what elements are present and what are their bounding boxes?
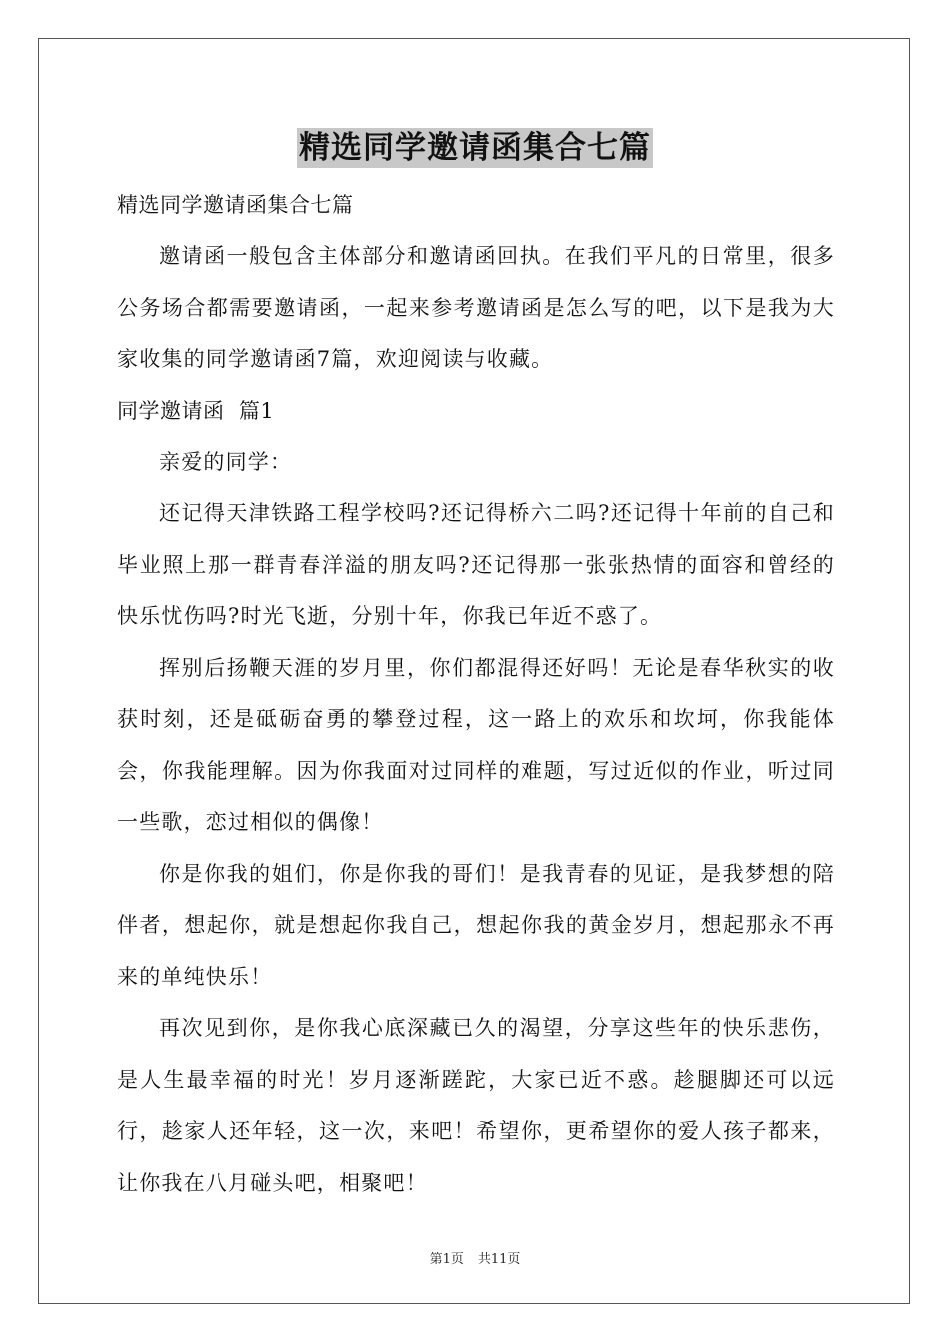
body-paragraph: 挥别后扬鞭天涯的岁月里，你们都混得还好吗！无论是春华秋实的收获时刻，还是砥砺奋勇的攀登过程，这一路上的欢乐和坎坷，你我能体会，你我能理解。因为你我面对过同样的难题，写过近似的作业，听过同一些歌，恋过相似的偶像！ — [117, 655, 835, 834]
document-subtitle: 精选同学邀请函集合七篇 — [117, 193, 354, 217]
page-total: 共11页 — [477, 1252, 521, 1267]
body-paragraph: 还记得天津铁路工程学校吗?还记得桥六二吗?还记得十年前的自己和毕业照上那一群青春洋溢的朋友吗?还记得那一张张热情的面容和曾经的快乐忧伤吗?时光飞逝，分别十年，你我已年近不惑了。 — [117, 501, 835, 628]
section-heading: 同学邀请函 篇1 — [117, 398, 275, 423]
document-title: 精选同学邀请函集合七篇 — [299, 130, 651, 166]
body-paragraph: 再次见到你，是你我心底深藏已久的渴望，分享这些年的快乐悲伤，是人生最幸福的时光！岁月逐渐蹉跎，大家已近不惑。趁腿脚还可以远行，趁家人还年轻，这一次，来吧！希望你，更希望你的爱人孩子都来，让你我在八月碰头吧，相聚吧！ — [117, 1016, 835, 1195]
greeting: 亲爱的同学： — [159, 449, 293, 474]
page-footer — [0, 1248, 950, 1267]
body-paragraph: 你是你我的姐们，你是你我的哥们！是我青春的见证，是我梦想的陪伴者，想起你，就是想起你我自己，想起你我的黄金岁月，想起那永不再来的单纯快乐！ — [117, 861, 835, 989]
document-body — [117, 180, 835, 1209]
title-area — [0, 128, 950, 168]
intro-paragraph: 邀请函一般包含主体部分和邀请函回执。在我们平凡的日常里，很多公务场合都需要邀请函，一起来参考邀请函是怎么写的吧，以下是我为大家收集的同学邀请函7篇，欢迎阅读与收藏。 — [117, 244, 835, 371]
page-number: 第1页 — [429, 1252, 464, 1267]
